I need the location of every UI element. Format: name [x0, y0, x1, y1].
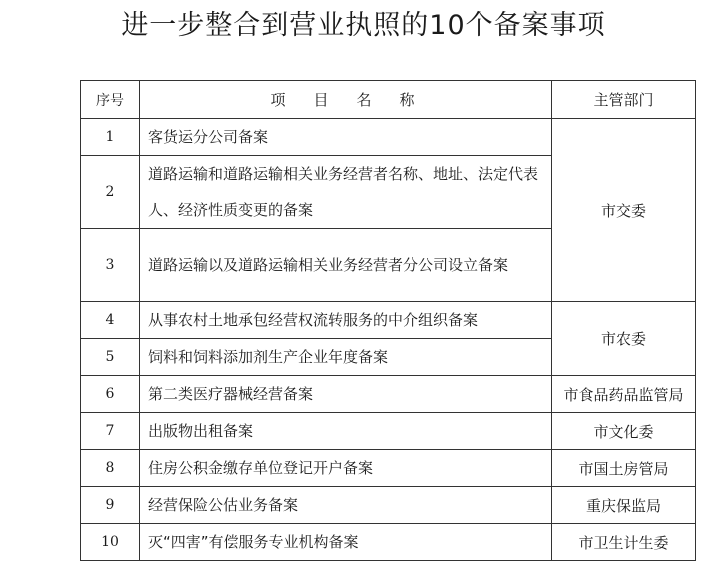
row-dept: 市卫生计生委 — [552, 524, 696, 561]
row-num: 4 — [81, 302, 140, 339]
row-num: 6 — [81, 376, 140, 413]
row-item: 客货运分公司备案 — [140, 119, 552, 156]
table-row — [81, 413, 696, 450]
table-row — [81, 524, 696, 561]
row-num: 8 — [81, 450, 140, 487]
row-num: 2 — [81, 156, 140, 229]
row-dept: 市食品药品监管局 — [552, 376, 696, 413]
row-item: 道路运输和道路运输相关业务经营者名称、地址、法定代表人、经济性质变更的备案 — [140, 156, 552, 229]
row-item: 住房公积金缴存单位登记开户备案 — [140, 450, 552, 487]
row-num: 10 — [81, 524, 140, 561]
row-dept: 重庆保监局 — [552, 487, 696, 524]
row-num: 5 — [81, 339, 140, 376]
row-num: 9 — [81, 487, 140, 524]
row-num: 7 — [81, 413, 140, 450]
row-num: 3 — [81, 229, 140, 302]
page-title: 进一步整合到营业执照的10个备案事项 — [121, 10, 606, 41]
row-item: 第二类医疗器械经营备案 — [140, 376, 552, 413]
row-item: 出版物出租备案 — [140, 413, 552, 450]
header-num: 序号 — [81, 81, 140, 119]
row-dept: 市文化委 — [552, 413, 696, 450]
table-row — [81, 119, 696, 156]
filing-items-table — [80, 80, 696, 561]
row-item: 饲料和饲料添加剂生产企业年度备案 — [140, 339, 552, 376]
row-item: 从事农村土地承包经营权流转服务的中介组织备案 — [140, 302, 552, 339]
table-row — [81, 376, 696, 413]
row-dept: 市国土房管局 — [552, 450, 696, 487]
row-item: 道路运输以及道路运输相关业务经营者分公司设立备案 — [140, 229, 552, 302]
table-row — [81, 450, 696, 487]
table-row — [81, 302, 696, 339]
row-num: 1 — [81, 119, 140, 156]
row-dept: 市交委 — [552, 119, 696, 302]
table-row — [81, 487, 696, 524]
row-dept: 市农委 — [552, 302, 696, 376]
header-item: 项目名称 — [140, 81, 552, 119]
table-header-row — [81, 81, 696, 119]
row-item: 经营保险公估业务备案 — [140, 487, 552, 524]
row-item: 灭“四害”有偿服务专业机构备案 — [140, 524, 552, 561]
header-dept: 主管部门 — [552, 81, 696, 119]
